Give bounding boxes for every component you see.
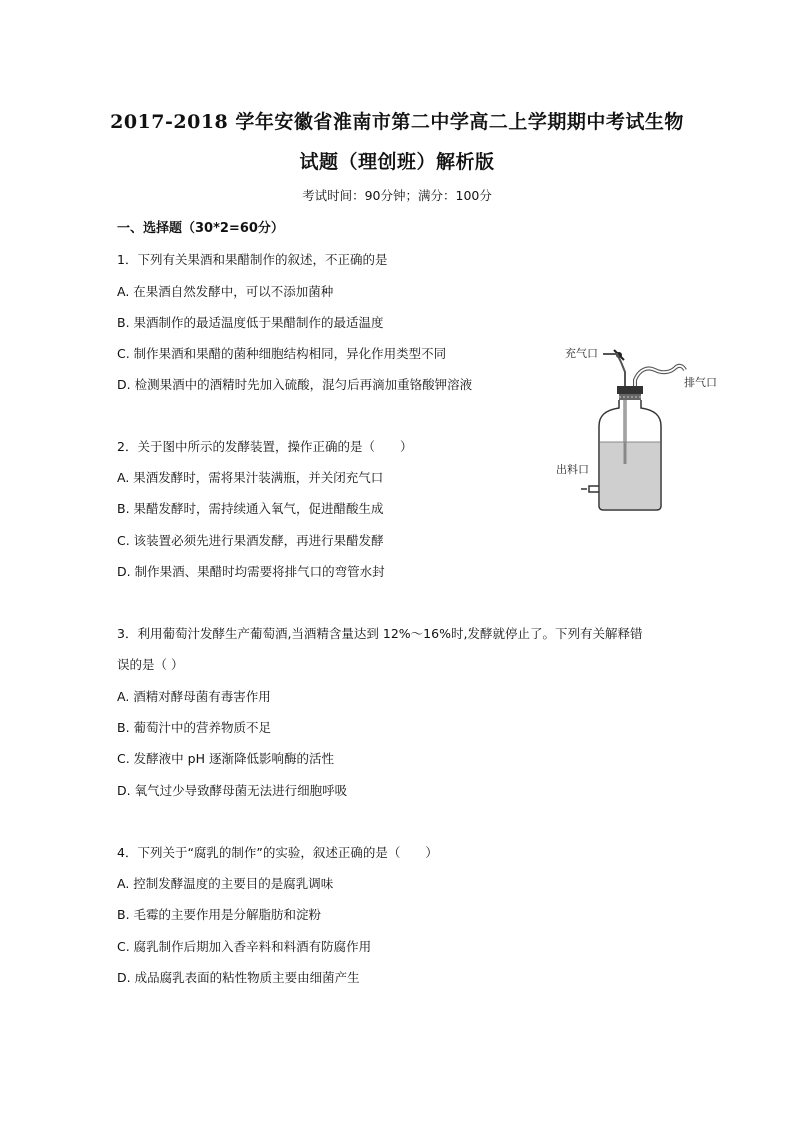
option-b: B. 葡萄汁中的营养物质不足	[117, 720, 272, 735]
title-line-2: 试题（理创班）解析版	[299, 151, 495, 173]
fermentation-apparatus-diagram	[555, 342, 730, 517]
question-stem: 2．关于图中所示的发酵装置，操作正确的是（ ）	[117, 439, 413, 454]
outlet-spout	[589, 486, 599, 492]
option-b: B. 果醋发酵时，需持续通入氧气，促进醋酸生成	[117, 501, 384, 516]
option-c: C. 发酵液中 pH 逐渐降低影响酶的活性	[117, 751, 334, 766]
option-a: A. 果酒发酵时，需将果汁装满瓶，并关闭充气口	[117, 470, 384, 485]
question-stem: 1．下列有关果酒和果醋制作的叙述，不正确的是	[117, 252, 388, 267]
exhaust-label: 排气口	[684, 376, 717, 389]
outlet-label: 出料口	[556, 463, 589, 476]
liquid	[600, 442, 660, 509]
question-stem: 3．利用葡萄汁发酵生产葡萄酒,当酒精含量达到 12%～16%时,发酵就停止了。下列有关解释错	[117, 626, 643, 641]
section-title: 一、选择题（30*2=60分）	[117, 221, 284, 236]
option-c: C. 该装置必须先进行果酒发酵，再进行果醋发酵	[117, 533, 384, 548]
title-line-1: 2017-2018 学年安徽省淮南市第二中学高二上学期期中考试生物	[110, 111, 684, 133]
option-c: C. 腐乳制作后期加入香辛料和料酒有防腐作用	[117, 939, 372, 954]
option-a: A. 在果酒自然发酵中，可以不添加菌种	[117, 284, 334, 299]
option-a: A. 控制发酵温度的主要目的是腐乳调味	[117, 876, 334, 891]
question-stem-cont: 误的是（ ）	[117, 657, 184, 672]
option-d: D. 检测果酒中的酒精时先加入硫酸，混匀后再滴加重铬酸钾溶液	[117, 377, 473, 392]
question-stem: 4．下列关于“腐乳的制作”的实验，叙述正确的是（ ）	[117, 845, 438, 860]
option-b: B. 果酒制作的最适温度低于果醋制作的最适温度	[117, 315, 384, 330]
option-d: D. 氧气过少导致酵母菌无法进行细胞呼吸	[117, 783, 348, 798]
option-b: B. 毛霉的主要作用是分解脂肪和淀粉	[117, 907, 322, 922]
option-d: D. 成品腐乳表面的粘性物质主要由细菌产生	[117, 970, 360, 985]
exam-info: 考试时间：90分钟；满分：100分	[302, 188, 492, 203]
stopper	[617, 386, 643, 394]
option-a: A. 酒精对酵母菌有毒害作用	[117, 689, 271, 704]
option-d: D. 制作果酒、果醋时均需要将排气口的弯管水封	[117, 564, 385, 579]
option-c: C. 制作果酒和果醋的菌种细胞结构相同，异化作用类型不同	[117, 346, 447, 361]
inlet-label: 充气口	[565, 347, 598, 360]
